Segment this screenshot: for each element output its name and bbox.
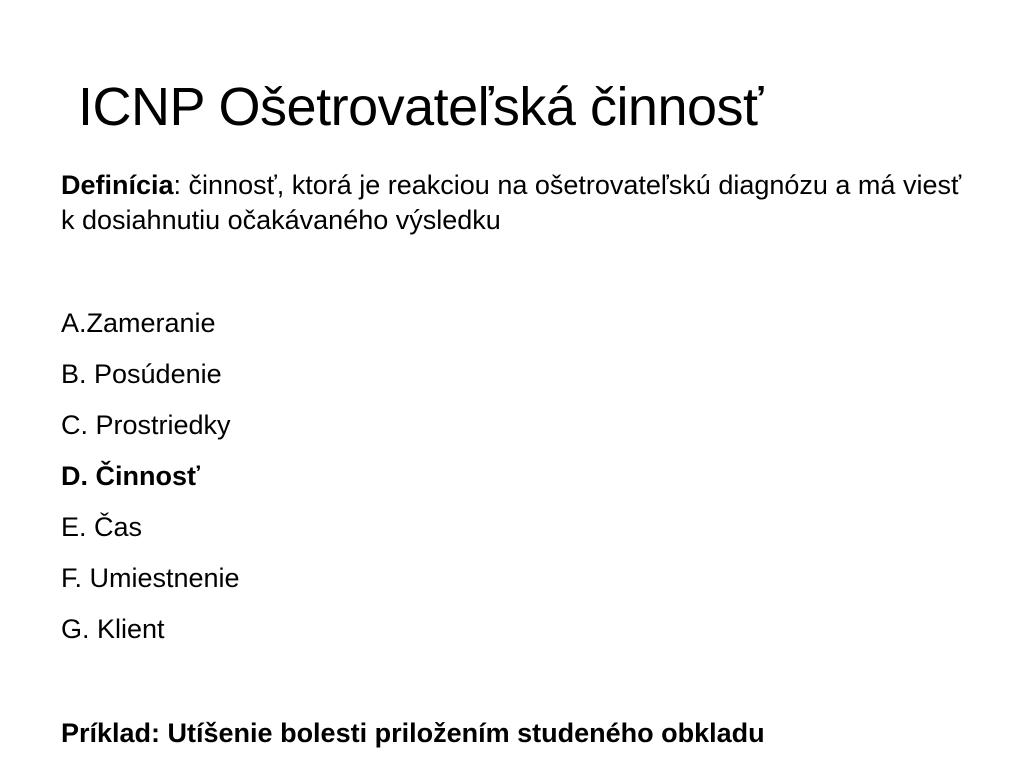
list-item-cas: E. Čas (61, 512, 143, 542)
list-item-klient: G. Klient (61, 614, 165, 644)
example-text: Príklad: Utíšenie bolesti priložením studeného obkladu (61, 718, 765, 748)
list-item-cinnost: D. Činnosť (61, 461, 200, 491)
component-list (61, 306, 240, 663)
definition-text: : činnosť, ktorá je reakciou na ošetrovateľskú diagnózu a má viesť k dosiahnutiu očakávaného výsledku (61, 170, 962, 235)
list-item-zameranie: A.Zameranie (61, 308, 216, 338)
slide-title: ICNP Ošetrovateľská činnosť (78, 77, 763, 137)
list-item-umiestnenie: F. Umiestnenie (61, 563, 240, 593)
definition-term: Definícia (61, 170, 174, 200)
definition-paragraph (61, 168, 981, 238)
list-item-posudenie: B. Posúdenie (61, 359, 222, 389)
list-item-prostriedky: C. Prostriedky (61, 410, 231, 440)
